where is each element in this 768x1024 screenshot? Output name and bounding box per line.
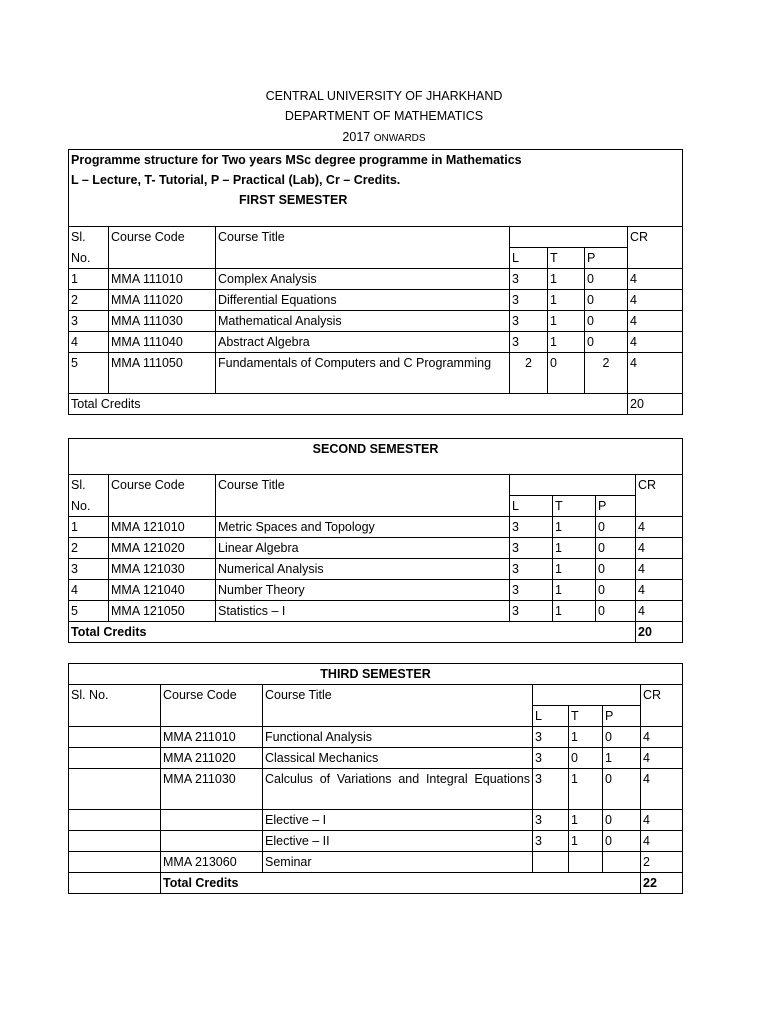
table-row: 1 MMA 111010 Complex Analysis 3 1 0 4 <box>69 269 683 290</box>
col-t: T <box>548 248 585 269</box>
table-row: MMA 211010 Functional Analysis 3 1 0 4 <box>69 727 683 748</box>
col-cr: CR <box>641 685 683 706</box>
col-title: Course Title <box>216 475 510 517</box>
onwards: ONWARDS <box>373 133 426 144</box>
col-code: Course Code <box>109 475 216 517</box>
first-semester-table <box>68 149 683 415</box>
col-t: T <box>553 496 596 517</box>
col-cr: CR <box>636 475 683 496</box>
col-code: Course Code <box>109 227 216 269</box>
third-semester-title: THIRD SEMESTER <box>69 664 683 685</box>
total-credits-value: 20 <box>636 622 683 643</box>
table-row: 2 MMA 121020 Linear Algebra 3 1 0 4 <box>69 538 683 559</box>
year: 2017 <box>342 130 371 144</box>
total-credits-value: 20 <box>628 394 683 415</box>
total-credits-label: Total Credits <box>69 622 636 643</box>
col-no: No. <box>69 496 109 517</box>
col-l: L <box>510 248 548 269</box>
col-p: P <box>603 706 641 727</box>
intro-line-1: Programme structure for Two years MSc degree programme in Mathematics <box>71 153 522 167</box>
col-l: L <box>510 496 553 517</box>
intro-line-2: L – Lecture, T- Tutorial, P – Practical (Lab), Cr – Credits. <box>71 173 401 187</box>
col-sl: Sl. <box>69 227 109 248</box>
col-cr: CR <box>628 227 683 248</box>
second-semester-table <box>68 438 683 643</box>
table-row: MMA 211020 Classical Mechanics 3 0 1 4 <box>69 748 683 769</box>
table-row: 3 MMA 111030 Mathematical Analysis 3 1 0 4 <box>69 311 683 332</box>
total-credits-label: Total Credits <box>161 873 641 894</box>
col-p: P <box>585 248 628 269</box>
table-row: 4 MMA 111040 Abstract Algebra 3 1 0 4 <box>69 332 683 353</box>
table-row: 1 MMA 121010 Metric Spaces and Topology 3 1 0 4 <box>69 517 683 538</box>
department-name: DEPARTMENT OF MATHEMATICS <box>284 109 484 123</box>
table-row: 2 MMA 111020 Differential Equations 3 1 0 4 <box>69 290 683 311</box>
table-row: Elective – II 3 1 0 4 <box>69 831 683 852</box>
second-semester-title: SECOND SEMESTER <box>69 439 683 475</box>
col-p: P <box>596 496 636 517</box>
col-sl: Sl. <box>69 475 109 496</box>
col-sl-no: Sl. No. <box>69 685 161 727</box>
total-credits-value: 22 <box>641 873 683 894</box>
year-line <box>0 130 768 144</box>
table-row: 3 MMA 121030 Numerical Analysis 3 1 0 4 <box>69 559 683 580</box>
table-row: MMA 213060 Seminar 2 <box>69 852 683 873</box>
table-row: MMA 211030 Calculus of Variations and Integral Equations 3 1 0 4 <box>69 769 683 810</box>
table-row: 5 MMA 121050 Statistics – I 3 1 0 4 <box>69 601 683 622</box>
col-no: No. <box>69 248 109 269</box>
table-row: Elective – I 3 1 0 4 <box>69 810 683 831</box>
programme-intro <box>69 150 683 191</box>
col-code: Course Code <box>161 685 263 727</box>
first-semester-title: FIRST SEMESTER <box>69 190 683 227</box>
col-title: Course Title <box>216 227 510 269</box>
col-t: T <box>569 706 603 727</box>
university-name: CENTRAL UNIVERSITY OF JHARKHAND <box>265 89 503 103</box>
col-l: L <box>533 706 569 727</box>
table-row: 4 MMA 121040 Number Theory 3 1 0 4 <box>69 580 683 601</box>
total-credits-label: Total Credits <box>69 394 628 415</box>
table-row: 5 MMA 111050 Fundamentals of Computers and C Programming 2 0 2 4 <box>69 353 683 394</box>
col-title: Course Title <box>263 685 533 727</box>
third-semester-table <box>68 663 683 894</box>
